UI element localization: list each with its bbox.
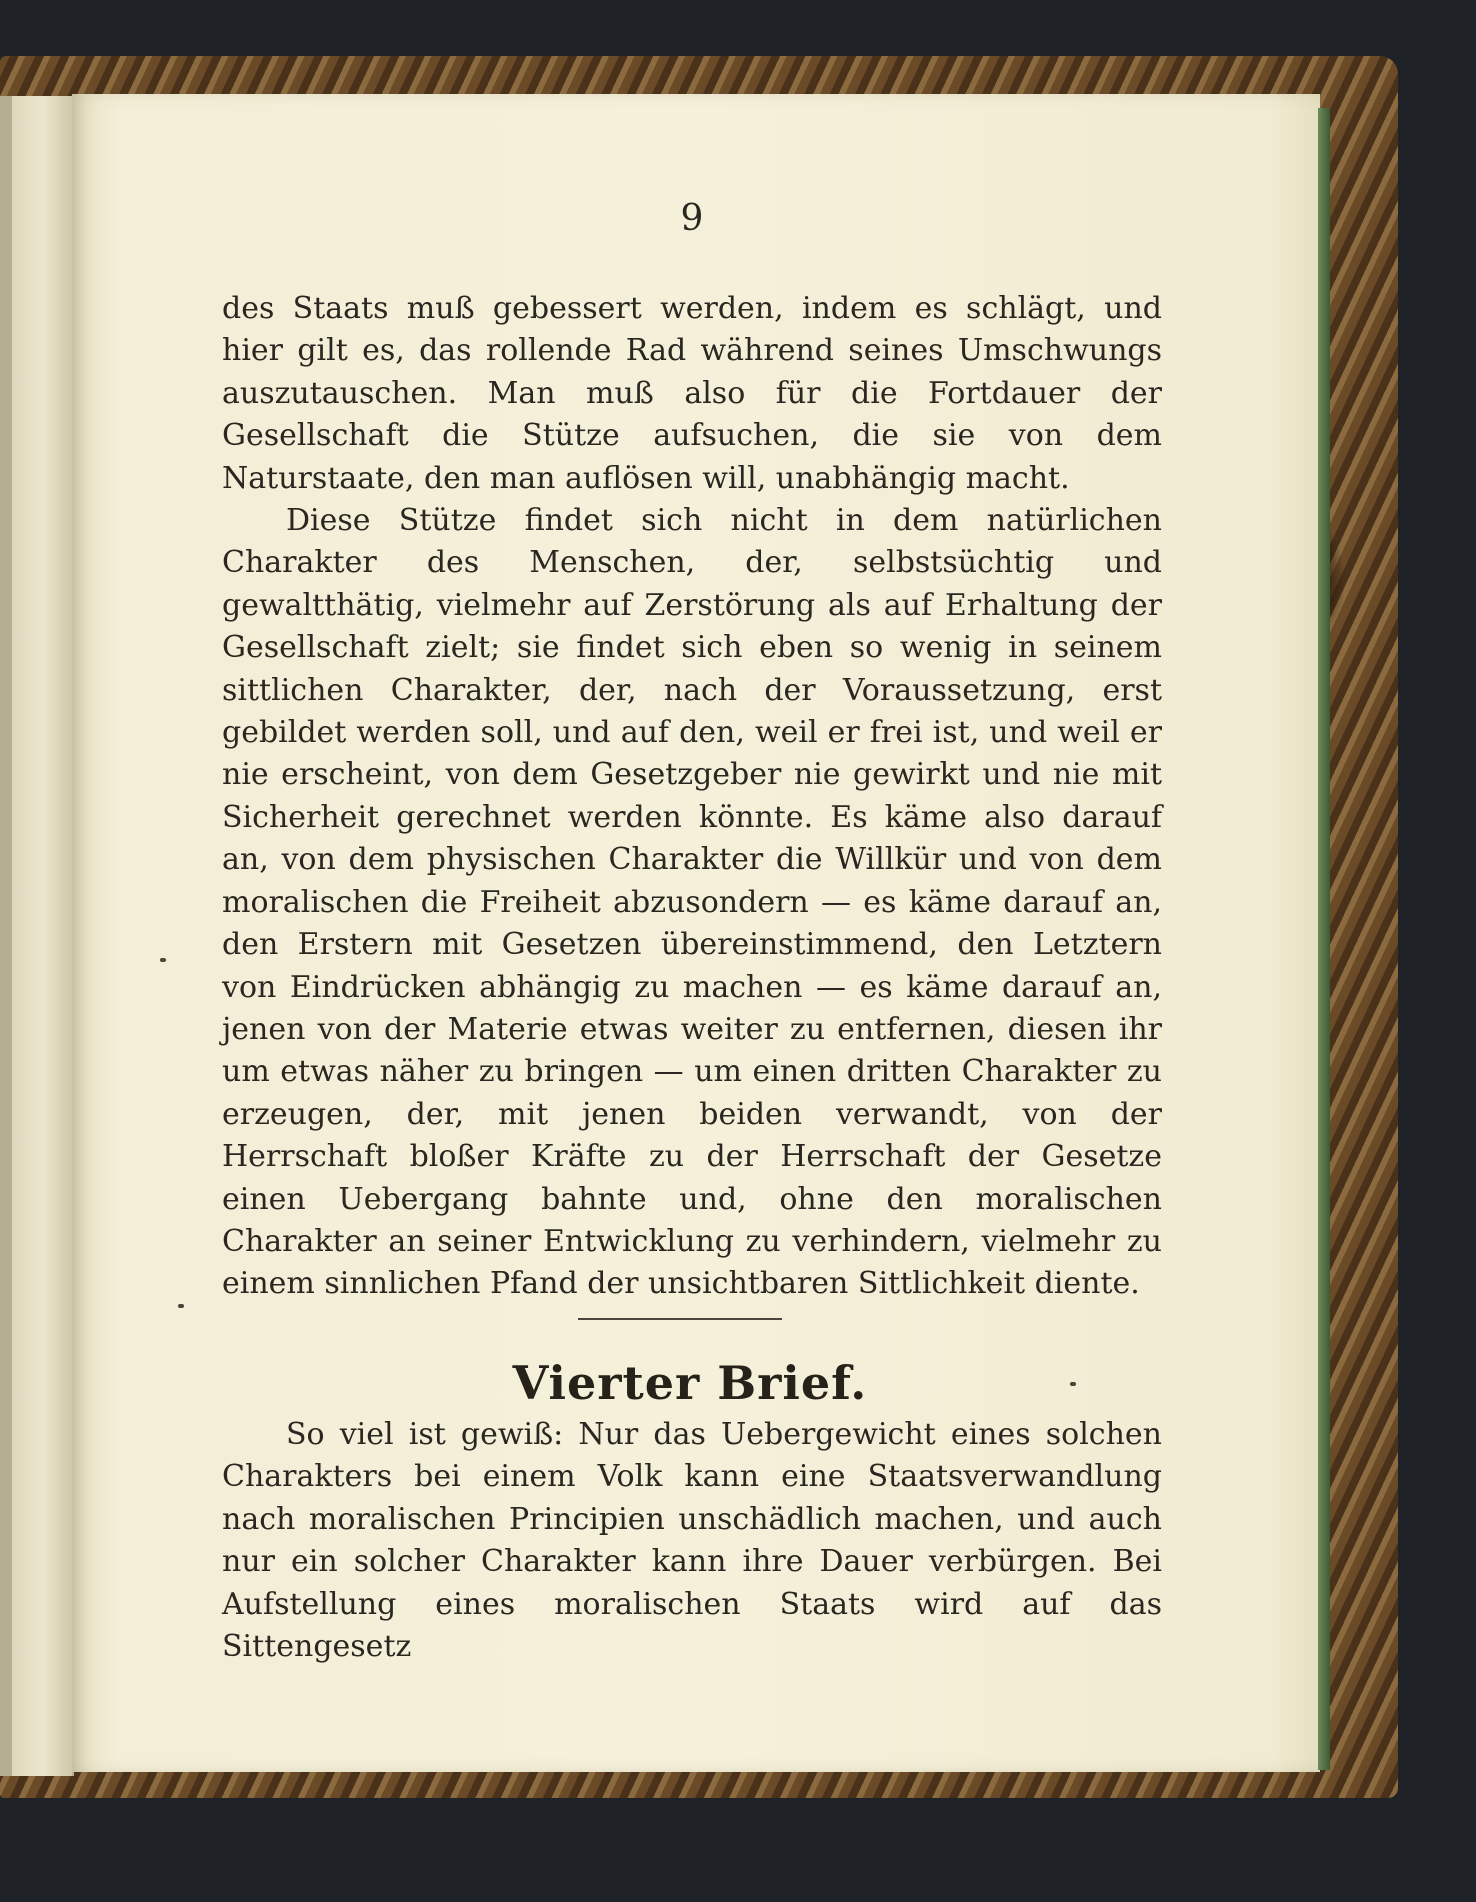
page-edge-binding [1318,108,1330,1770]
ink-speck [178,1304,184,1308]
chapter-heading: Vierter Brief. [512,1356,868,1410]
body-text-bottom [222,1414,1162,1668]
body-text-top [222,288,1162,1306]
paragraph: So viel ist gewiß: Nur das Uebergewicht eines solchen Charakters bei einem Volk kann eine Staatsverwandlung nach moralischen Principien unschädlich machen, und auch nur ein solcher Charakter kann ihre Dauer verbürgen. Bei Aufstellung eines moralischen Staats wird auf das Sittengesetz [222,1417,1162,1665]
paragraph: des Staats muß gebessert werden, indem es schlägt, und hier gilt es, das rollende Rad während seines Umschwungs auszutauschen. Man muß also für die Fortdauer der Gesellschaft die Stütze aufsuchen, die sie von dem Naturstaate, den man auflösen will, unabhängig macht. [222,291,1162,496]
section-divider [578,1318,782,1320]
ink-speck [1070,1382,1076,1386]
page-number: 9 [680,198,704,239]
left-page-shadow [0,96,12,1776]
ink-speck [160,958,166,962]
paragraph: Diese Stütze findet sich nicht in dem natürlichen Charakter des Menschen, der, selbstsüchtig und gewaltthätig, vielmehr auf Zerstörung als auf Erhaltung der Gesellschaft zielt; sie findet sich eben so wenig in seinem sittlichen Charakter, der, nach der Voraussetzung, erst gebildet werden soll, und auf den, weil er frei ist, und weil er nie erscheint, von dem Gesetzgeber nie gewirkt und nie mit Sicherheit gerechnet werden könnte. Es käme also darauf an, von dem physischen Charakter die Willkür und von dem moralischen die Freiheit abzusondern — es käme darauf an, den Erstern mit Gesetzen übereinstimmend, den Letztern von Eindrücken abhängig zu machen — es käme darauf an, jenen von der Materie etwas weiter zu entfernen, diesen ihr um etwas näher zu bringen — um einen dritten Charakter zu erzeugen, der, mit jenen beiden verwandt, von der Herrschaft bloßer Kräfte zu der Herrschaft der Gesetze einen Uebergang bahnte und, ohne den moralischen Charakter an seiner Entwicklung zu verhindern, vielmehr zu einem sinnlichen Pfand der unsichtbaren Sittlichkeit diente. [222,503,1162,1302]
